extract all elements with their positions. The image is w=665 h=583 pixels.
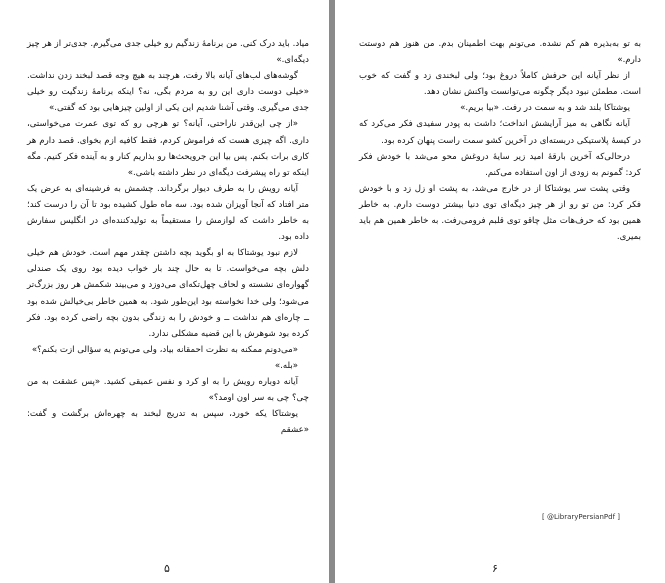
page-right xyxy=(335,0,665,583)
paragraph: گوشه‌های لب‌های آیانه بالا رفت، هرچند به هیچ وجه قصد لبخند زدن نداشت. «خیلی دوست داری این رو به مردم بگی، نه؟ اینکه برنامهٔ زندگیت رو خیلی جدی می‌گیری. وقتی آشنا شدیم این یکی از اولین چیزهایی بود که گفتی.» xyxy=(27,71,309,114)
paragraph: یوشتاکا بلند شد و به سمت در رفت. «بیا بریم.» xyxy=(460,103,630,114)
paragraph: آیانه دوباره رویش را به او کرد و نفس عمیقی کشید. «پس عشقت به من چی؟ چی به سر اون اومد؟» xyxy=(27,376,309,404)
page-left-text xyxy=(27,36,309,438)
paragraph: «بله.» xyxy=(274,360,298,371)
paragraph: آیانه نگاهی به میز آرایشش انداخت؛ داشت به پودر سفیدی فکر می‌کرد که در کیسهٔ پلاستیکی دربسته‌ای در آخرین کشو سمت راست پنهان کرده بود. xyxy=(359,119,641,146)
page-number: ۶ xyxy=(492,562,498,575)
paragraph: میاد. باید درک کنی. من برنامهٔ زندگیم رو خیلی جدی می‌گیرم. جدی‌تر از هر چیز دیگه‌ای.» xyxy=(27,39,309,66)
paragraph: درحالی‌که آخرین بارقهٔ امید زیر سایهٔ دروغش محو می‌شد با خودش فکر کرد: گمونم به زودی از اون استفاده می‌کنم. xyxy=(359,151,641,178)
paragraph: یوشتاکا یکه خورد، سپس به تدریج لبخند به چهره‌اش برگشت و گفت: «عشقم xyxy=(27,409,309,436)
page-number: ۵ xyxy=(164,562,170,575)
paragraph: به تو به‌بذیره هم کم نشده. می‌تونم بهت اطمینان بدم. من هنوز هم دوستت دارم.» xyxy=(359,39,641,66)
page-left xyxy=(0,0,329,583)
paragraph: آیانه رویش را به طرف دیوار برگرداند. چشمش به فرشینه‌ای به عرض یک متر افتاد که آنجا آویزان شده بود. سه ماه طول کشیده بود تا آن را درست کند؛ به خاطر داشت که لوازمش را مستقیماً به تولیدکننده‌ای در انگلیس سفارش داده بود. xyxy=(27,183,309,243)
paragraph: «از چی این‌قدر ناراحتی، آیانه؟ تو هرچی رو که توی عمرت می‌خواستی، داری. اگه چیزی هست که فراموش کردم، فقط کافیه ازم بخوای. قصد دارم هر کاری برات بکنم. پس بیا این جرویحث‌ها رو بذاریم کنار و به آینده فکر کنیم. مگه اینکه تو راه پیشرفت دیگه‌ای در نظر داشته باشی.» xyxy=(27,119,309,178)
paragraph: لازم نبود یوشتاکا به او بگوید بچه داشتن چقدر مهم است. خودش هم خیلی دلش بچه می‌خواست. تا به حال چند بار خواب دیده بود روی یک صندلی گهواره‌ای نشسته و لحاف چهل‌تکه‌ای می‌دوزد و می‌بیند شکمش هر روز بزرگ‌تر می‌شود؛ ولی خدا نخواسته بود این‌طور شود. به همین خاطر بی‌خیالش شده بود ــ چاره‌ای هم نداشت ــ و خودش را به زندگی بدون بچه راضی کرده بود. فکر کرده بود شوهرش با این قضیه مشکلی ندارد. xyxy=(27,248,309,339)
watermark-text: [ @LibraryPersianPdf ] xyxy=(542,513,620,521)
paragraph: «می‌دونم ممکنه به نظرت احمقانه بیاد، ولی می‌تونم یه سؤالی ازت بکنم؟» xyxy=(31,344,298,355)
paragraph: از نظر آیانه این حرفش کاملاً دروغ بود؛ ولی لبخندی زد و گفت که خوب است. مطمئن نبود دیگر چگونه می‌توانست واکنش نشان دهد. xyxy=(359,71,641,98)
page-right-text xyxy=(359,36,641,245)
paragraph: وقتی پشت سر یوشتاکا از در خارج می‌شد، به پشت او زل زد و با خودش فکر کرد: من تو رو از هر چیز دیگه‌ای توی دنیا بیشتر دوست دارم. به خاطر همین بود که حرف‌هات مثل چاقو توی قلبم فرومی‌رفت. به خاطر همین هم باید بمیری. xyxy=(359,183,641,243)
